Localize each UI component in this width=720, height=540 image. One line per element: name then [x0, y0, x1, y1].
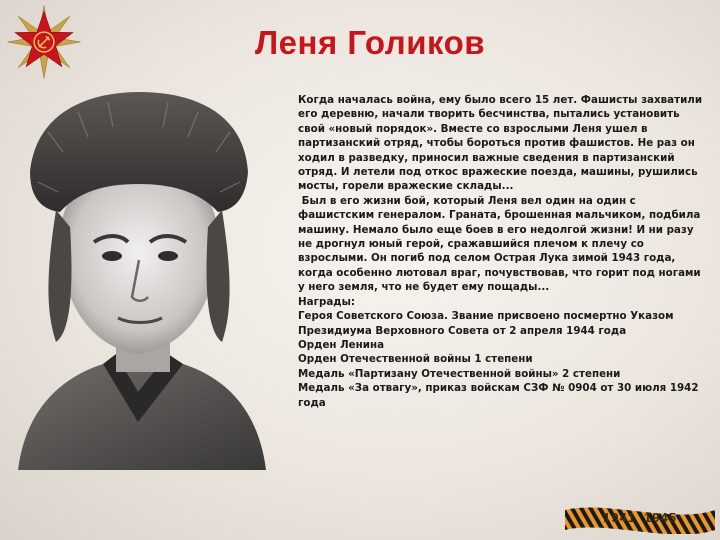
page-title: Леня Голиков [255, 24, 486, 61]
bio-paragraph: Когда началась война, ему было всего 15 лет. Фашисты захватили его деревню, начали творить бесчинства, пытались установить свой «новый порядок». Вместе со взрослыми Леня ушел в партизанский отряд, чтобы бороться против фашистов. Не раз он ходил в разведку, приносил важные сведения в партизанский отряд. И летели под откос вражеские поезда, машины, рушились мосты, горели вражеские склады... [298, 94, 706, 193]
award-item: Медаль «Партизану Отечественной войны» 2 степени [298, 367, 621, 380]
award-item: Орден Отечественной войны 1 степени [298, 353, 533, 366]
award-item: Героя Советского Союза. Звание присвоено посмертно Указом Президиума Верховного Совета от 2 апреля 1944 года [298, 310, 678, 337]
order-of-patriotic-war-icon [6, 4, 82, 80]
ribbon-year-start: 1941 [603, 509, 636, 525]
ribbon-years [565, 500, 715, 534]
awards-heading: Награды: [298, 295, 356, 308]
ribbon-year-end: 1945 [644, 509, 677, 525]
portrait-drawing [8, 92, 270, 470]
biography-text [298, 93, 710, 410]
bio-paragraph: Был в его жизни бой, который Леня вел один на один с фашистским генералом. Граната, брошенная мальчиком, подбила машину. Немало было еще боев в его недолгой жизни! И ни разу не дрогнул юный герой, сражавшийся плечом к плечу со взрослыми. Он погиб под селом Острая Лука зимой 1943 года, когда особенно лютовал враг, почувствовав, что горит под ногами у него земля, что не будет ему пощады... [298, 194, 705, 294]
award-item: Орден Ленина [298, 338, 385, 351]
award-item: Медаль «За отвагу», приказ войскам СЗФ № 0904 от 30 июля 1942 года [298, 382, 703, 409]
